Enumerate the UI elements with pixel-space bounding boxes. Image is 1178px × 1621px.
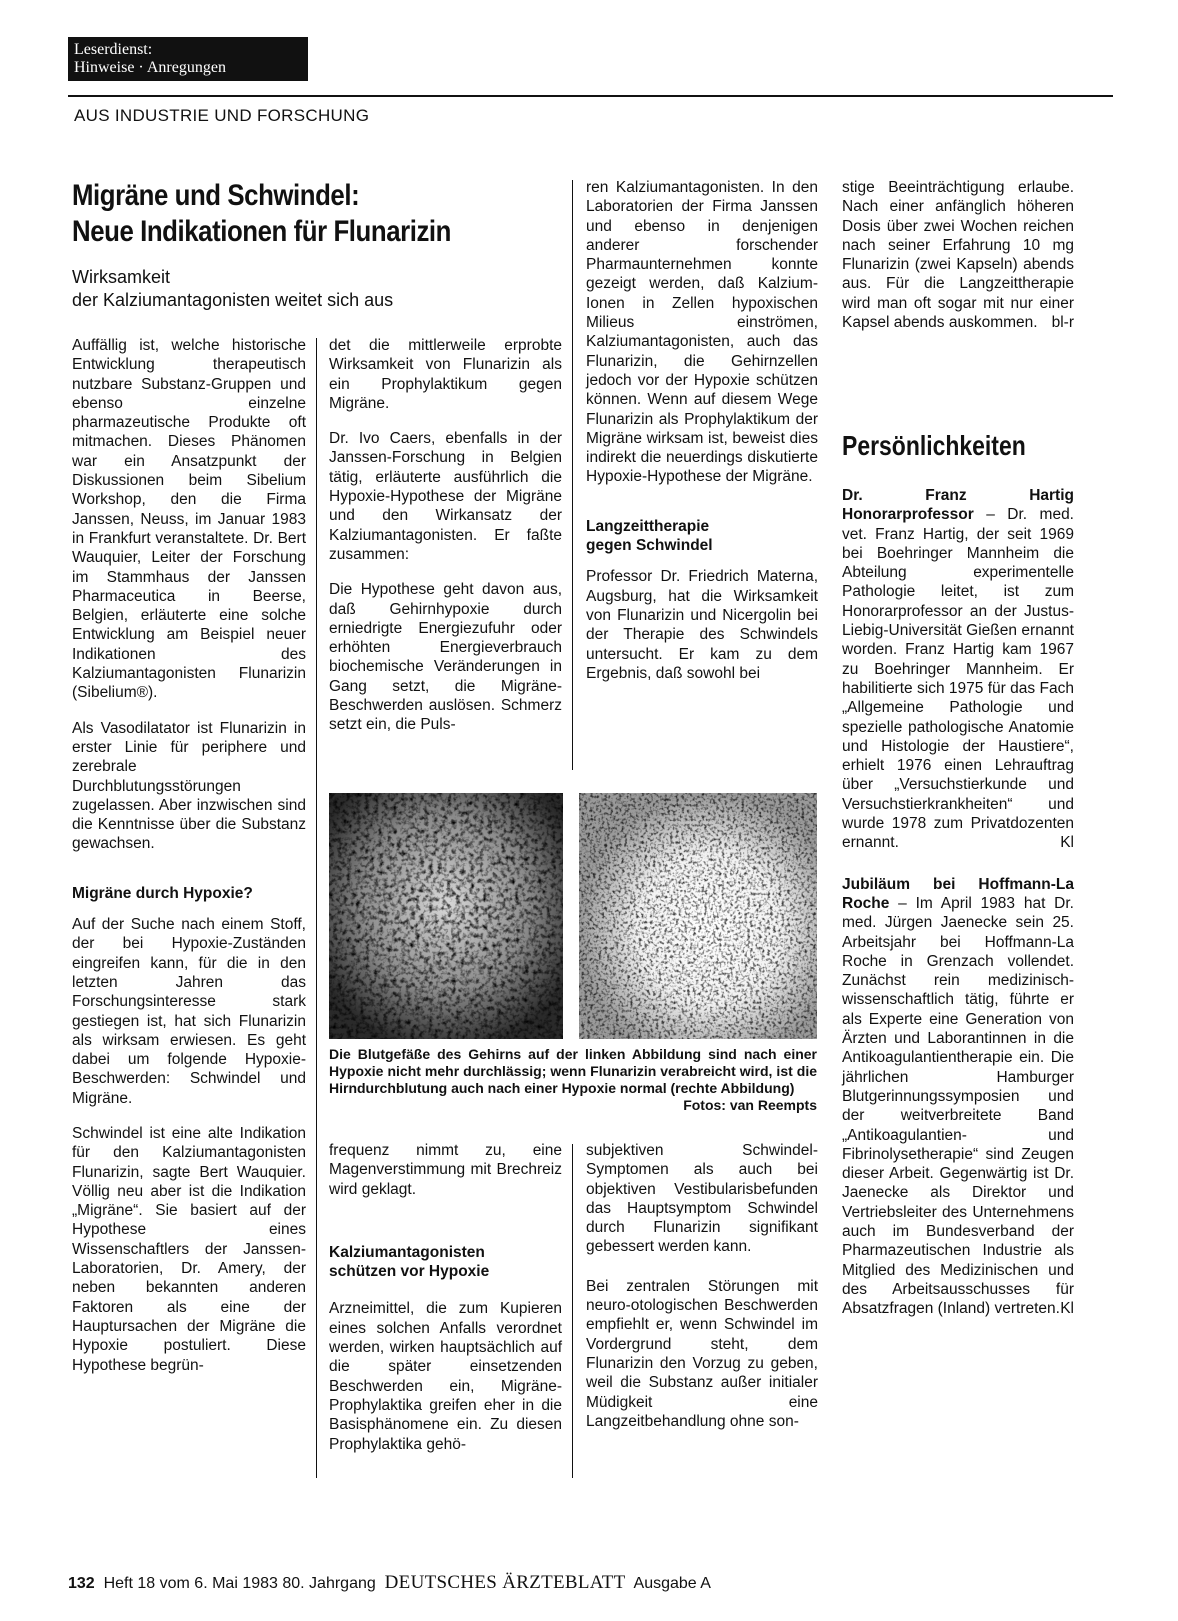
column-rule (572, 1144, 573, 1478)
subheading-line-1: Kalziumantagonisten (329, 1243, 485, 1261)
paragraph: Arzneimittel, die zum Kupieren eines solchen Anfalls verordnet werden, wirken hauptsächlich auf die später einsetzenden Beschwerden ein, Migräne-Prophylaktika greifen eher in die Basisphänomene ein. Zu diesen Prophylaktika gehö- (329, 1300, 562, 1453)
subheading-long-term-therapy (586, 517, 818, 556)
image-left-graphic (329, 793, 563, 1039)
column-2-lower (329, 1141, 562, 1470)
header-rule (68, 95, 1113, 97)
paragraph (842, 178, 1074, 332)
article-title (72, 178, 519, 250)
author-sign: Kl (1060, 834, 1074, 852)
personality-text: – Dr. med. vet. Franz Hartig, der seit 1969 bei Boehringer Mannheim die Abteilung experimentelle Pathologie leitet, ist zum Honorarprofessor an der Justus-Liebig-Universität Gießen ernannt worden. Franz Hartig kam 1967 zu Boehringer Mannheim. Er habilitierte sich 1975 für das Fach „Allgemeine Pathologie und spezielle pathologische Anatomie und Histologie der Haustiere“, erhielt 1976 einen Lehrauftrag über „Versuchstierkunde und Versuchstierkrankheiten“ und wurde 1978 zum Privatdozenten ernannt. (842, 506, 1074, 852)
brain-vessels-image-left (329, 793, 563, 1039)
subtitle-line-1: Wirksamkeit (72, 267, 170, 287)
brain-vessels-image-right (579, 793, 817, 1039)
paragraph: Die Hypothese geht davon aus, daß Gehirnhypoxie durch erniedrigte Energiezufuhr oder erhöhten Energieverbrauch biochemische Veränderungen in Gang setzt, die Migräne-Beschwerden auslösen. Schmerz setzt ein, die Puls- (329, 581, 562, 734)
image-caption (329, 1046, 817, 1114)
article-subtitle (72, 266, 592, 312)
subheading-line-1: Langzeittherapie (586, 517, 710, 535)
column-3-lower (586, 1141, 818, 1447)
edition: Ausgabe A (633, 1575, 711, 1592)
section-title: AUS INDUSTRIE UND FORSCHUNG (74, 106, 370, 125)
title-line-1: Migräne und Schwindel: (72, 179, 360, 212)
subheading-line-2: gegen Schwindel (586, 537, 713, 555)
personality-item (842, 875, 1074, 1319)
column-2 (329, 336, 562, 751)
column-4 (842, 178, 1074, 348)
subheading-calcium-antagonists (329, 1243, 562, 1282)
image-right-graphic (579, 793, 817, 1039)
caption-credit: Fotos: van Reempts (683, 1097, 817, 1113)
column-1 (72, 336, 306, 1391)
caption-text: Die Blutgefäße des Gehirns auf der linken Abbildung sind nach einer Hypoxie nicht mehr durchlässig; wenn Flunarizin verabreicht wird, ist die Hirndurchblutung auch nach einer Hypoxie normal (rechte Abbildung) (329, 1046, 817, 1096)
issue-info: Heft 18 vom 6. Mai 1983 80. Jahrgang (103, 1575, 376, 1592)
column-3 (586, 178, 818, 699)
magazine-name: DEUTSCHES ÄRZTEBLATT (384, 1572, 626, 1593)
badge-line-2: Hinweise · Anregungen (74, 59, 226, 76)
personality-text: – Im April 1983 hat Dr. med. Jürgen Jaenecke sein 25. Arbeitsjahr bei Hoffmann-La Roche in Grenzach vollendet. Zunächst rein medizinisch-wissenschaftlich tätig, führte er als Experte eine Generation von Ärzten und Laborantinnen in die Antikoagulantientherapie ein. Die jährlichen Hamburger Blutgerinnungssymposien und der weitverbreitete Band „Antikoagulantien- und Fibrinolysetherapie“ sind Zeugen dieser Arbeit. Gegenwärtig ist Dr. Jaenecke als Direktor und Vertriebsleiter des Unternehmens auch im Bundesverband der Pharmazeutischen Industrie als Mitglied des Medizinischen und des Arbeitsausschusses für Absatzfragen (Inland) vertreten. (842, 894, 1074, 1318)
subheading-migraine-hypoxia: Migräne durch Hypoxie? (72, 884, 253, 902)
article-end-text: stige Beeinträchtigung erlaube. Nach einer anfänglich höheren Dosis über zwei Wochen reichen nach seiner Erfahrung 10 mg Flunarizin (zwei Kapseln) abends aus. Für die Langzeittherapie wird man oft sogar mit nur einer Kapsel abends auskommen. (842, 179, 1074, 332)
personality-item (842, 486, 1074, 853)
reader-service-badge (68, 37, 308, 81)
personalities-column (842, 486, 1074, 1334)
author-sign: bl-r (1051, 314, 1074, 332)
badge-line-1: Leserdienst: (74, 41, 153, 58)
page-footer (68, 1572, 711, 1594)
paragraph: det die mittlerweile erprobte Wirksamkeit von Flunarizin als ein Prophylaktikum gegen Migräne. (329, 337, 562, 412)
title-line-2: Neue Indikationen für Flunarizin (72, 215, 452, 248)
author-sign: Kl (1060, 1300, 1074, 1318)
paragraph: subjektiven Schwindel-Symptomen als auch bei objektiven Vestibularisbefunden das Hauptsymptom Schwindel durch Flunarizin signifikant gebessert werden kann. (586, 1142, 818, 1256)
page-number: 132 (68, 1575, 95, 1592)
paragraph: Als Vasodilatator ist Flunarizin in erster Linie für periphere und zerebrale Durchblutungsstörungen zugelassen. Aber inzwischen sind die Kenntnisse über die Substanz gewachsen. (72, 719, 306, 853)
paragraph: Dr. Ivo Caers, ebenfalls in der Janssen-Forschung in Belgien tätig, erläuterte ausführlich die Hypoxie-Hypothese der Migräne und den Wirkansatz der Kalziumantagonisten. Er faßte zusammen: (329, 430, 562, 563)
paragraph: frequenz nimmt zu, eine Magenverstimmung mit Brechreiz wird geklagt. (329, 1142, 562, 1198)
paragraph: ren Kalziumantagonisten. In den Laboratorien der Firma Janssen und ebenso in denjenigen anderer forschender Pharmaunternehmen konnte gezeigt werden, daß Kalzium-Ionen in Zellen hypoxischen Milieus einströmen, Kalziumantagonisten, auch das Flunarizin, die Gehirnzellen jedoch vor der Hypoxie schützen können. Wenn auf diesem Wege Flunarizin als Prophylaktikum der Migräne wirksam ist, beweist dies indirekt die neuerdings diskutierte Hypoxie-Hypothese der Migräne. (586, 179, 818, 486)
personality-lead: Dr. Franz Hartig Honorarprofessor (842, 487, 1074, 524)
personality-lead: Jubiläum bei Hoffmann-La Roche (842, 875, 1074, 912)
paragraph: Schwindel ist eine alte Indikation für den Kalziumantagonisten Flunarizin, sagte Bert Wauquier. Völlig neu aber ist die Indikation „Migräne“. Sie basiert auf der Hypothese eines Wissenschaftlers der Janssen-Laboratorien, Dr. Amery, der neben bekannten anderen Faktoren als eine der Hauptursachen der Migräne die Hypoxie postuliert. Diese Hypothese begrün- (72, 1124, 306, 1374)
paragraph: Bei zentralen Störungen mit neuro-otologischen Beschwerden empfiehlt er, wenn Schwindel im Vordergrund steht, dem Flunarizin den Vorzug zu geben, weil die Substanz außer initialer Müdigkeit eine Langzeitbehandlung ohne son- (586, 1277, 818, 1430)
subheading-line-2: schützen vor Hypoxie (329, 1263, 490, 1281)
subtitle-line-2: der Kalziumantagonisten weitet sich aus (72, 290, 394, 310)
paragraph: Auffällig ist, welche historische Entwicklung therapeutisch nutzbare Substanz-Gruppen und ebenso einzelne pharmazeutische Produkte oft mitmachen. Dieses Phänomen war ein Ansatzpunkt der Diskussionen beim Sibelium Workshop, den die Firma Janssen, Neuss, im Januar 1983 in Frankfurt veranstaltete. Dr. Bert Wauquier, Leiter der Forschung im Stammhaus der Janssen Pharmaceutica in Beerse, Belgien, erläuterte eine solche Entwicklung am Beispiel neuer Indikationen des Kalziumantagonisten Flunarizin (Sibelium®). (72, 337, 306, 702)
column-rule (316, 338, 317, 1478)
paragraph: Auf der Suche nach einem Stoff, der bei Hypoxie-Zuständen eingreifen kann, für die in den letzten Jahren das Forschungsinteresse stark gestiegen ist, hat sich Flunarizin als wirksam erwiesen. Es geht dabei um folgende Hypoxie-Beschwerden: Schwindel und Migräne. (72, 916, 306, 1107)
paragraph: Professor Dr. Friedrich Materna, Augsburg, hat die Wirksamkeit von Flunarizin und Nicergolin bei der Therapie des Schwindels untersucht. Er kam zu dem Ergebnis, daß sowohl bei (586, 568, 818, 682)
column-rule (572, 180, 573, 770)
personalities-heading: Persönlichkeiten (842, 430, 1026, 461)
